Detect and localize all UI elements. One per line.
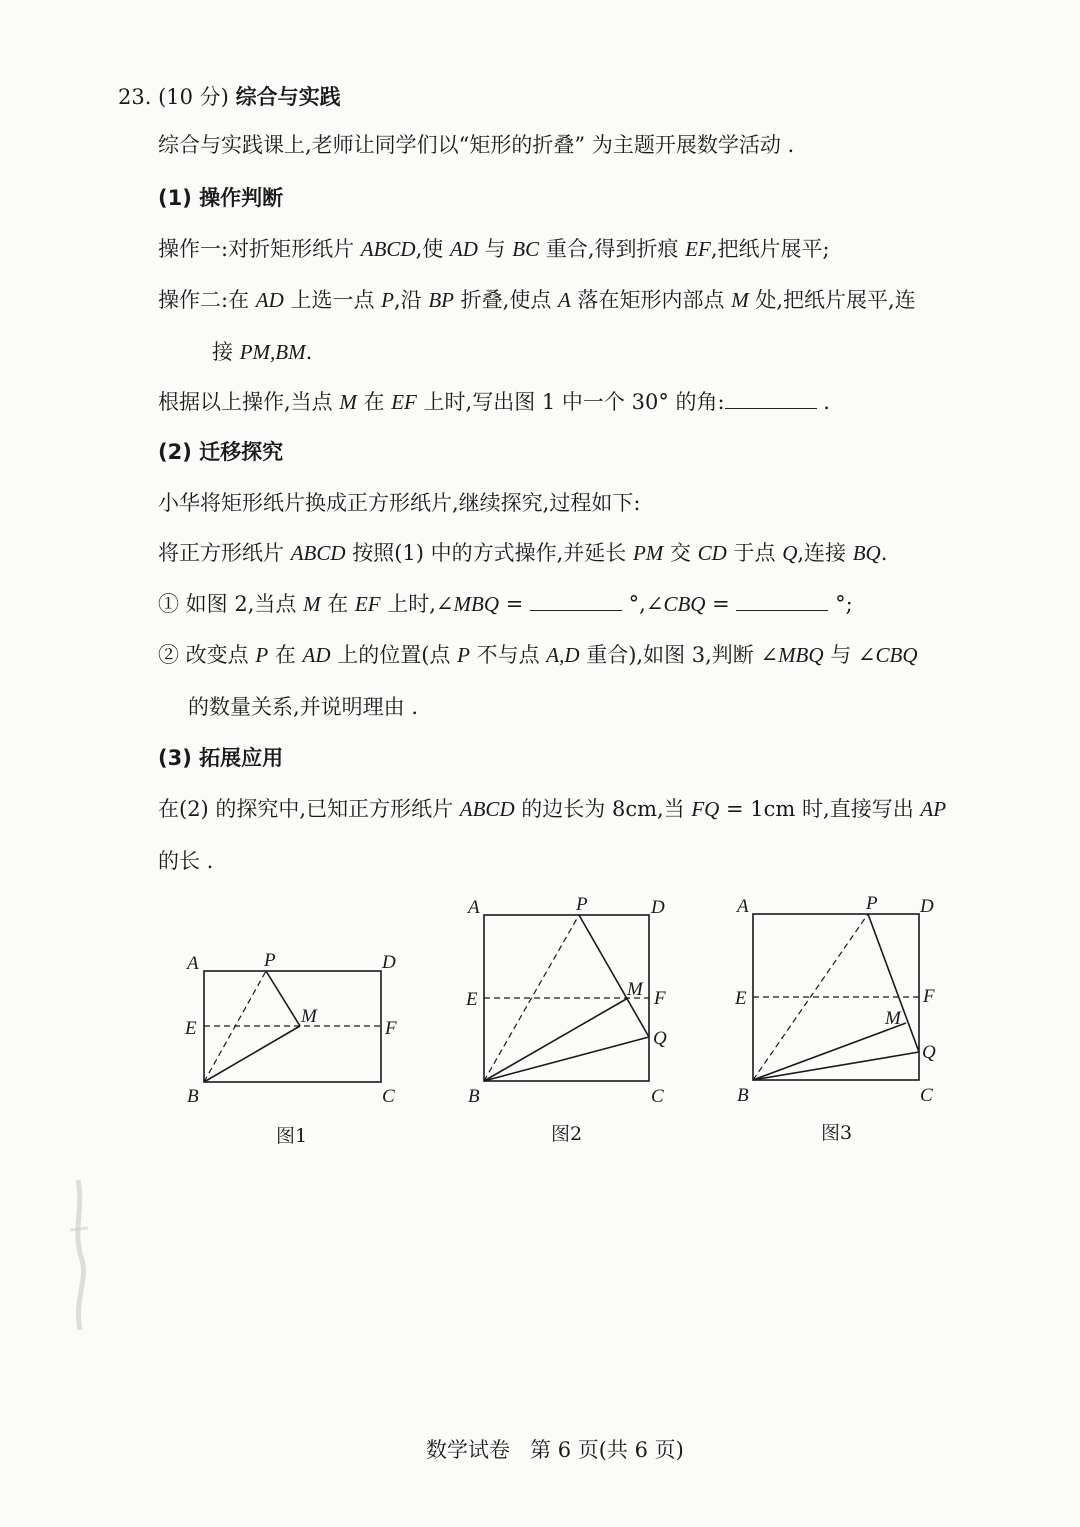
- part1-title: (1) 操作判断: [158, 186, 284, 210]
- figure-3-caption: 图3: [821, 1122, 853, 1144]
- sym-abcd: ABCD: [360, 237, 416, 261]
- sym-abcd: ABCD: [459, 797, 515, 821]
- q2-text: 不与点: [469, 643, 547, 667]
- op2-text: 操作二:在: [158, 288, 256, 312]
- q2-text: 在: [268, 643, 303, 667]
- fig1-label-d: D: [382, 952, 396, 973]
- sym-bp: BP: [428, 288, 454, 312]
- step-text: 于点: [726, 541, 783, 565]
- fig1-label-f: F: [385, 1018, 397, 1039]
- step-text: 将正方形纸片: [158, 541, 291, 565]
- step-text: 按照(1) 中的方式操作,并延长: [345, 541, 633, 565]
- p3-text: 的边长为 8cm,当: [514, 797, 692, 821]
- op2-text: 上选一点: [283, 288, 382, 312]
- fig3-label-b: B: [737, 1085, 749, 1106]
- q2-text: ② 改变点: [158, 643, 256, 667]
- question-number: 23.: [118, 85, 152, 109]
- sym-q: Q: [782, 541, 798, 565]
- fig3-label-e: E: [735, 988, 747, 1009]
- q1-text: =: [499, 592, 530, 616]
- sym-mbq: MBQ: [453, 592, 500, 616]
- sym-a: A: [558, 288, 571, 312]
- fig2-label-c: C: [651, 1086, 664, 1107]
- sym-ap: AP: [920, 797, 947, 821]
- q1-text: 在: [320, 592, 355, 616]
- fig2-label-p: P: [576, 894, 588, 915]
- sym-p: P: [381, 288, 394, 312]
- fig1-label-c: C: [382, 1086, 395, 1107]
- q2-text: 与 ∠: [823, 643, 876, 667]
- sym-p: P: [255, 643, 269, 667]
- fig2-label-a: A: [468, 897, 480, 918]
- fig2-label-f: F: [654, 988, 666, 1009]
- sym-ef: EF: [391, 390, 417, 414]
- q1-text: ① 如图 2,当点: [158, 592, 304, 616]
- sym-ad: AD: [255, 288, 284, 312]
- op1-text: 与: [477, 237, 513, 261]
- q-text: 上时,写出图 1 中一个 30° 的角:: [416, 390, 725, 414]
- step-text: ,连接: [797, 541, 853, 565]
- question-topic: 综合与实践: [235, 85, 341, 109]
- fig2-label-e: E: [466, 989, 478, 1010]
- fig1-label-m: M: [301, 1006, 317, 1027]
- scan-smudge: [58, 1170, 98, 1350]
- sym-mbq: MBQ: [778, 643, 824, 667]
- fig3-label-c: C: [920, 1085, 933, 1106]
- op2-text: 接: [212, 340, 240, 364]
- sym-abcd: ABCD: [290, 541, 346, 565]
- sym-m: M: [339, 390, 357, 414]
- q2-text: 上的位置(点: [330, 643, 458, 667]
- op2-text: 折叠,使点: [453, 288, 558, 312]
- sym-pm: PM: [632, 541, 664, 565]
- op1-text: ,使: [415, 237, 450, 261]
- q-text: 根据以上操作,当点: [158, 390, 340, 414]
- sym-pm-bm: PM,BM: [239, 340, 306, 364]
- sym-ad: AD: [302, 643, 331, 667]
- step-text: .: [880, 541, 888, 565]
- fig2-label-d: D: [651, 897, 665, 918]
- sym-bq: BQ: [852, 541, 881, 565]
- figure-3-diagram: [753, 914, 919, 1080]
- q1-text: °,∠: [621, 592, 664, 616]
- question-score: (10 分): [158, 85, 229, 109]
- q2-text: 重合),如图 3,判断 ∠: [579, 643, 779, 667]
- fig2-label-q: Q: [653, 1028, 667, 1049]
- fig3-label-p: P: [866, 893, 878, 914]
- page-footer: 数学试卷 第 6 页(共 6 页): [426, 1438, 684, 1462]
- sym-fq: FQ: [691, 797, 720, 821]
- fig1-label-a: A: [187, 953, 199, 974]
- fig1-label-p: P: [264, 950, 276, 971]
- sym-m: M: [731, 288, 749, 312]
- sym-cd: CD: [697, 541, 727, 565]
- fig3-label-m: M: [885, 1008, 901, 1029]
- op2-text: ,沿: [393, 288, 429, 312]
- fig1-label-b: B: [187, 1086, 199, 1107]
- part2-intro: 小华将矩形纸片换成正方形纸片,继续探究,过程如下:: [158, 491, 641, 515]
- part3-text-cont: 的长 .: [158, 849, 214, 873]
- sym-ef: EF: [685, 237, 711, 261]
- op2-text: 落在矩形内部点: [570, 288, 732, 312]
- fig2-label-m: M: [627, 979, 643, 1000]
- fig1-label-e: E: [185, 1018, 197, 1039]
- sym-cbq: CBQ: [663, 592, 706, 616]
- sym-a-d: A,D: [546, 643, 580, 667]
- fig3-label-d: D: [920, 896, 934, 917]
- sym-bc: BC: [512, 237, 540, 261]
- figure-1-caption: 图1: [276, 1125, 308, 1147]
- part3-title: (3) 拓展应用: [158, 746, 284, 770]
- sym-ef: EF: [354, 592, 381, 616]
- part2-title: (2) 迁移探究: [158, 440, 284, 464]
- op2-text: 处,把纸片展平,连: [748, 288, 916, 312]
- q1-text: 上时,∠: [380, 592, 454, 616]
- figure-2-caption: 图2: [551, 1123, 583, 1145]
- q1-text: °;: [828, 592, 853, 616]
- op1-text: ,把纸片展平;: [710, 237, 830, 261]
- op2-text: .: [305, 340, 313, 364]
- fig3-label-f: F: [923, 986, 935, 1007]
- sym-m: M: [303, 592, 321, 616]
- q1-text: =: [705, 592, 737, 616]
- op1-text: 重合,得到折痕: [539, 237, 686, 261]
- sym-ad: AD: [449, 237, 478, 261]
- fig2-label-b: B: [468, 1086, 480, 1107]
- part2-question2-cont: 的数量关系,并说明理由 .: [188, 695, 419, 719]
- p3-text: 在(2) 的探究中,已知正方形纸片: [158, 797, 460, 821]
- fig3-label-a: A: [737, 896, 749, 917]
- sym-cbq: CBQ: [875, 643, 918, 667]
- figure-2-diagram: [484, 915, 649, 1081]
- sym-p: P: [457, 643, 470, 667]
- fig3-label-q: Q: [922, 1042, 936, 1063]
- op1-text: 操作一:对折矩形纸片: [158, 237, 361, 261]
- question-intro: 综合与实践课上,老师让同学们以“矩形的折叠” 为主题开展数学活动 .: [158, 133, 795, 157]
- q-text: 在: [356, 390, 392, 414]
- p3-text: = 1cm 时,直接写出: [719, 797, 921, 821]
- q-text: .: [816, 390, 830, 414]
- step-text: 交: [663, 541, 698, 565]
